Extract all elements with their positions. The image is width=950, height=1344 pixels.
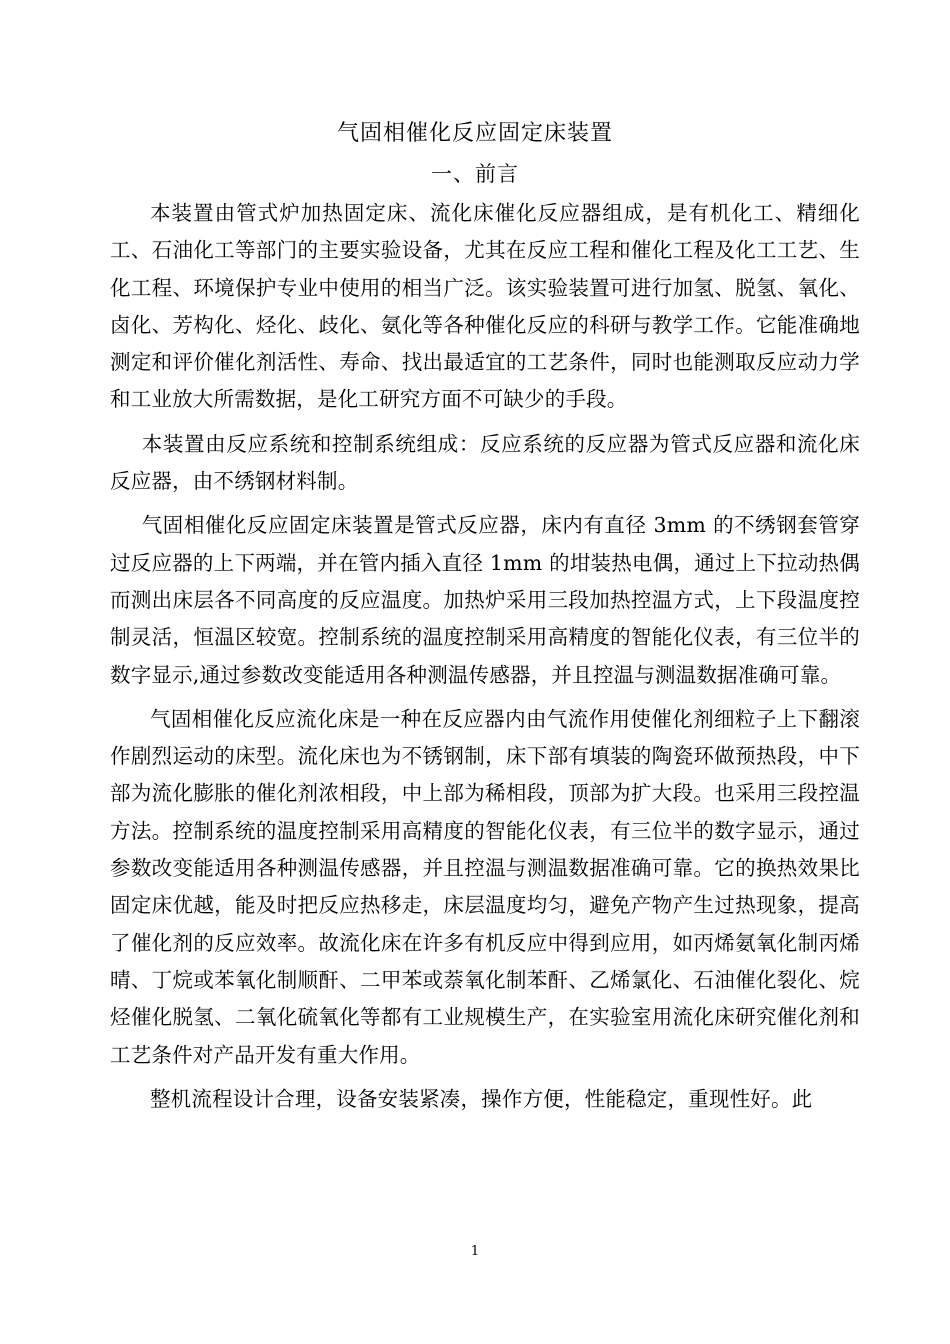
paragraph-system-composition: 本装置由反应系统和控制系统组成：反应系统的反应器为管式反应器和流化床反应器，由不绣钢材料制。 [110, 431, 860, 494]
paragraph-fixed-bed: 气固相催化反应固定床装置是管式反应器，床内有直径 3mm 的不绣钢套管穿过反应器的上下两端，并在管内插入直径 1mm 的坩装热电偶，通过上下拉动热偶而测出床层各不同高度的反应温度。加热炉采用三段加热控温方式，上下段温度控制灵活，恒温区较宽。控制系统的温度控制采用高精度的智能化仪表，有三位半的数字显示,通过参数改变能适用各种测温传感器，并且控温与测温数据准确可靠。 [110, 513, 860, 687]
section-heading: 一、前言 [431, 162, 519, 186]
paragraph-design-summary: 整机流程设计合理，设备安装紧凑，操作方便，性能稳定，重现性好。此 [149, 1086, 813, 1111]
document-title: 气固相催化反应固定床装置 [336, 121, 613, 146]
page-number: 1 [470, 1244, 480, 1259]
paragraph-intro: 本装置由管式炉加热固定床、流化床催化反应器组成，是有机化工、精细化工、石油化工等部门的主要实验设备，尤其在反应工程和催化工程及化工工艺、生化工程、环境保护专业中使用的相当广泛。该实验装置可进行加氢、脱氢、氧化、卤化、芳构化、烃化、歧化、氨化等各种催化反应的科研与教学工作。它能准确地测定和评价催化剂活性、寿命、找出最适宜的工艺条件，同时也能测取反应动力学和工业放大所需数据，是化工研究方面不可缺少的手段。 [110, 201, 860, 412]
body-text [110, 195, 860, 1125]
paragraph-fluidized-bed: 气固相催化反应流化床是一种在反应器内由气流作用使催化剂细粒子上下翻滚作剧烈运动的床型。流化床也为不锈钢制，床下部有填装的陶瓷环做预热段，中下部为流化膨胀的催化剂浓相段，中上部为稀相段，顶部为扩大段。也采用三段控温方法。控制系统的温度控制采用高精度的智能化仪表，有三位半的数字显示，通过参数改变能适用各种测温传感器，并且控温与测温数据准确可靠。它的换热效果比固定床优越，能及时把反应热移走，床层温度均匀，避免产物产生过热现象，提高了催化剂的反应效率。故流化床在许多有机反应中得到应用，如丙烯氨氧化制丙烯晴、丁烷或苯氧化制顺酐、二甲苯或萘氧化制苯酐、乙烯氯化、石油催化裂化、烷烃催化脱氢、二氧化硫氧化等都有工业规模生产，在实验室用流化床研究催化剂和工艺条件对产品开发有重大作用。 [110, 706, 860, 1067]
